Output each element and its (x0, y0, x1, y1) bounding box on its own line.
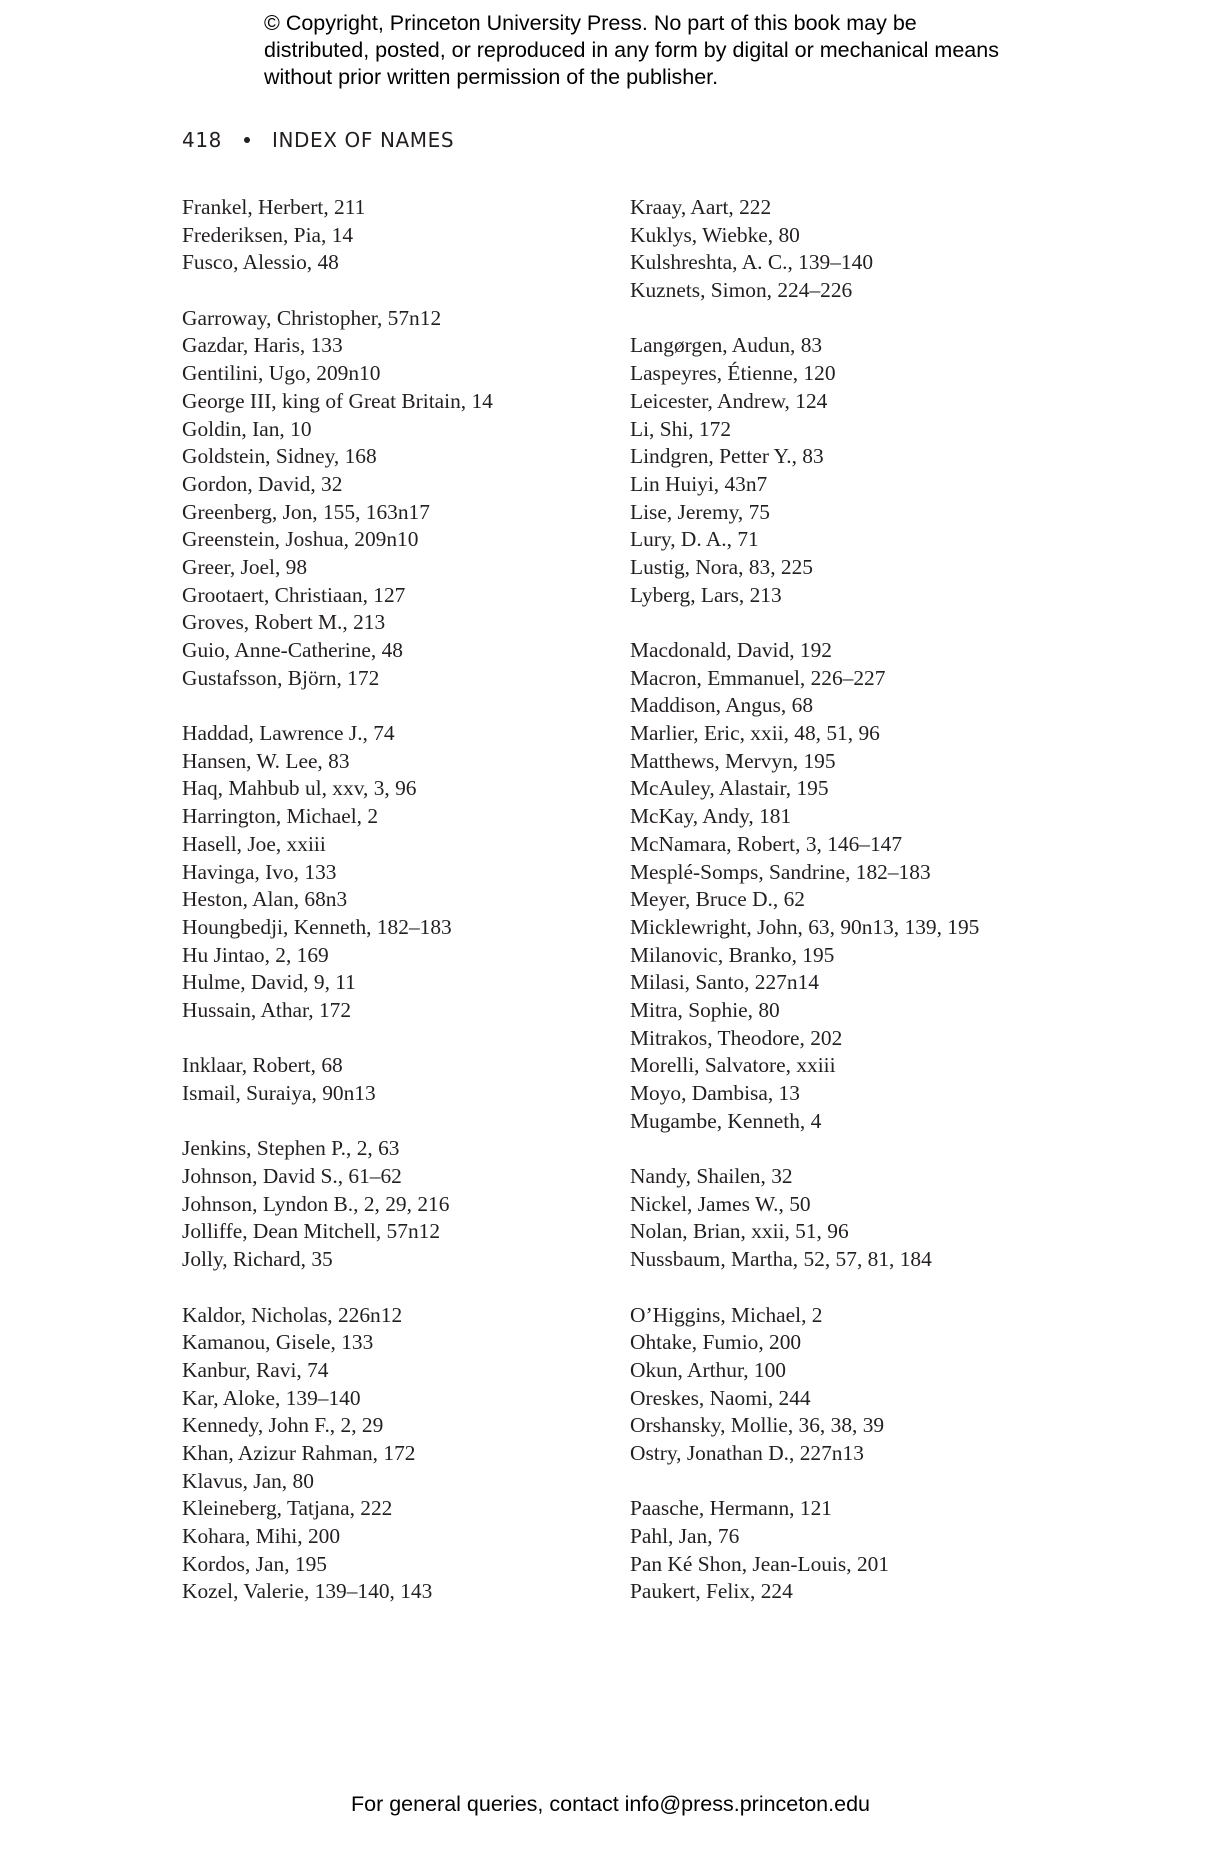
section-title: INDEX OF NAMES (271, 128, 455, 152)
index-entry: Houngbedji, Kenneth, 182–183 (182, 914, 452, 939)
index-entry: Kuznets, Simon, 224–226 (630, 278, 853, 303)
index-entry: Mugambe, Kenneth, 4 (630, 1108, 822, 1133)
index-entry: McKay, Andy, 181 (630, 804, 792, 829)
index-entry: Kanbur, Ravi, 74 (182, 1357, 329, 1382)
index-entry: Langørgen, Audun, 83 (630, 333, 823, 358)
index-entry: Jolliffe, Dean Mitchell, 57n12 (182, 1219, 441, 1244)
index-entry: George III, king of Great Britain, 14 (182, 388, 493, 413)
index-entry: Laspeyres, Étienne, 120 (630, 361, 836, 386)
index-entry: Hu Jintao, 2, 169 (182, 942, 329, 967)
index-entry: Kraay, Aart, 222 (630, 195, 772, 219)
index-entry: Mitra, Sophie, 80 (630, 997, 780, 1022)
index-entry: Kar, Aloke, 139–140 (182, 1385, 361, 1410)
index-entry: Inklaar, Robert, 68 (182, 1053, 343, 1078)
index-entry: Johnson, Lyndon B., 2, 29, 216 (182, 1191, 450, 1216)
index-entry: Haq, Mahbub ul, xxv, 3, 96 (182, 776, 417, 801)
index-entry: Garroway, Christopher, 57n12 (182, 305, 442, 330)
index-entry: Paasche, Hermann, 121 (630, 1496, 832, 1521)
index-entry: Kamanou, Gisele, 133 (182, 1330, 374, 1355)
index-entry: Kuklys, Wiebke, 80 (630, 222, 800, 247)
index-entry: O’Higgins, Michael, 2 (630, 1302, 823, 1327)
index-entry: Ismail, Suraiya, 90n13 (182, 1081, 376, 1105)
index-entry: Johnson, David S., 61–62 (182, 1164, 402, 1189)
index-entry: Khan, Azizur Rahman, 172 (182, 1440, 416, 1465)
index-entry: Gustafsson, Björn, 172 (182, 665, 380, 690)
index-entry: Maddison, Angus, 68 (630, 693, 814, 718)
index-entry: Havinga, Ivo, 133 (182, 859, 337, 884)
index-entry: Klavus, Jan, 80 (182, 1468, 314, 1493)
index-entry: Macron, Emmanuel, 226–227 (630, 665, 886, 690)
index-entry: Gazdar, Haris, 133 (182, 333, 343, 358)
index-entry: Oreskes, Naomi, 244 (630, 1385, 811, 1410)
index-entry: McAuley, Alastair, 195 (630, 776, 829, 801)
index-entry: Kaldor, Nicholas, 226n12 (182, 1302, 403, 1327)
index-entry: Leicester, Andrew, 124 (630, 388, 828, 413)
index-entry: Gentilini, Ugo, 209n10 (182, 361, 381, 386)
index-entry: Lustig, Nora, 83, 225 (630, 554, 813, 579)
index-entry: Frederiksen, Pia, 14 (182, 222, 354, 247)
index-entry: Lury, D. A., 71 (630, 527, 759, 552)
index-entry: Nandy, Shailen, 32 (630, 1164, 793, 1189)
footer-text: For general queries, contact info@press.princeton.edu (350, 1792, 870, 1816)
index-entry: Fusco, Alessio, 48 (182, 250, 339, 275)
index-entry: Kordos, Jan, 195 (182, 1551, 327, 1576)
index-entry: Kulshreshta, A. C., 139–140 (630, 250, 874, 275)
page-number: 418 (182, 128, 222, 152)
index-entry: Guio, Anne-Catherine, 48 (182, 638, 403, 662)
index-entry: Milanovic, Branko, 195 (630, 942, 835, 967)
index-entry: Paukert, Felix, 224 (630, 1579, 793, 1604)
index-entry: Hussain, Athar, 172 (182, 997, 352, 1022)
index-entry: McNamara, Robert, 3, 146–147 (630, 831, 903, 856)
index-entry: Jenkins, Stephen P., 2, 63 (182, 1136, 400, 1161)
index-entry: Jolly, Richard, 35 (182, 1247, 333, 1272)
letter-group-gap (630, 1135, 979, 1163)
index-entry: Meyer, Bruce D., 62 (630, 887, 805, 912)
index-entry: Pan Ké Shon, Jean-Louis, 201 (630, 1551, 890, 1576)
index-entry: Morelli, Salvatore, xxiii (630, 1053, 836, 1078)
letter-group-gap (182, 277, 493, 305)
letter-group-gap (630, 305, 979, 333)
letter-group-gap (182, 692, 493, 720)
index-entry: Ohtake, Fumio, 200 (630, 1330, 802, 1355)
index-entry: Grootaert, Christiaan, 127 (182, 582, 406, 607)
index-entry: Frankel, Herbert, 211 (182, 195, 366, 219)
letter-group-gap (630, 1274, 979, 1302)
index-entry: Hasell, Joe, xxiii (182, 831, 326, 856)
index-entry: Hansen, W. Lee, 83 (182, 748, 350, 773)
index-entry: Li, Shi, 172 (630, 416, 732, 441)
index-entry: Kennedy, John F., 2, 29 (182, 1413, 384, 1438)
index-entry: Mesplé-Somps, Sandrine, 182–183 (630, 859, 931, 884)
index-entry: Hulme, David, 9, 11 (182, 970, 356, 995)
index-entry: Greer, Joel, 98 (182, 554, 308, 579)
letter-group-gap (182, 1025, 493, 1053)
index-entry: Haddad, Lawrence J., 74 (182, 721, 395, 746)
index-entry: Moyo, Dambisa, 13 (630, 1081, 800, 1105)
letter-group-gap (182, 1274, 493, 1302)
index-entry: Goldin, Ian, 10 (182, 416, 312, 441)
footer-contact (0, 1792, 1225, 1817)
index-entry: Kozel, Valerie, 139–140, 143 (182, 1579, 433, 1604)
letter-group-gap (630, 609, 979, 637)
index-entry: Matthews, Mervyn, 195 (630, 748, 836, 773)
index-entry: Marlier, Eric, xxii, 48, 51, 96 (630, 721, 880, 746)
running-head (182, 128, 454, 152)
index-entry: Heston, Alan, 68n3 (182, 887, 348, 912)
index-entry: Kleineberg, Tatjana, 222 (182, 1496, 393, 1521)
index-entry: Lise, Jeremy, 75 (630, 499, 770, 524)
index-entry: Mitrakos, Theodore, 202 (630, 1025, 843, 1050)
letter-group-gap (182, 1108, 493, 1136)
index-entry: Okun, Arthur, 100 (630, 1357, 787, 1382)
index-entry: Gordon, David, 32 (182, 471, 343, 496)
index-entry: Micklewright, John, 63, 90n13, 139, 195 (630, 914, 980, 939)
letter-group-gap (630, 1468, 979, 1496)
index-entry: Greenstein, Joshua, 209n10 (182, 527, 419, 552)
index-entry: Macdonald, David, 192 (630, 638, 832, 662)
index-column-left (182, 194, 493, 1606)
index-entry: Ostry, Jonathan D., 227n13 (630, 1440, 864, 1465)
index-entry: Pahl, Jan, 76 (630, 1524, 740, 1548)
bullet-separator (244, 137, 250, 143)
index-entry: Nolan, Brian, xxii, 51, 96 (630, 1219, 849, 1244)
index-entry: Groves, Robert M., 213 (182, 610, 386, 635)
index-entry: Milasi, Santo, 227n14 (630, 970, 819, 995)
index-column-right (630, 194, 979, 1606)
copyright-notice: © Copyright, Princeton University Press. No part of this book may be distributed, posted, or reproduced in any form by digital or mechanical means without prior written permission of the publisher. (264, 11, 999, 89)
index-entry: Orshansky, Mollie, 36, 38, 39 (630, 1413, 885, 1438)
index-entry: Nussbaum, Martha, 52, 57, 81, 184 (630, 1247, 932, 1272)
index-entry: Goldstein, Sidney, 168 (182, 444, 377, 469)
index-entry: Nickel, James W., 50 (630, 1191, 811, 1216)
index-entry: Lin Huiyi, 43n7 (630, 471, 768, 496)
index-entry: Kohara, Mihi, 200 (182, 1524, 341, 1548)
index-entry: Lyberg, Lars, 213 (630, 582, 782, 607)
index-entry: Greenberg, Jon, 155, 163n17 (182, 499, 430, 524)
index-entry: Harrington, Michael, 2 (182, 804, 379, 829)
index-entry: Lindgren, Petter Y., 83 (630, 444, 824, 469)
